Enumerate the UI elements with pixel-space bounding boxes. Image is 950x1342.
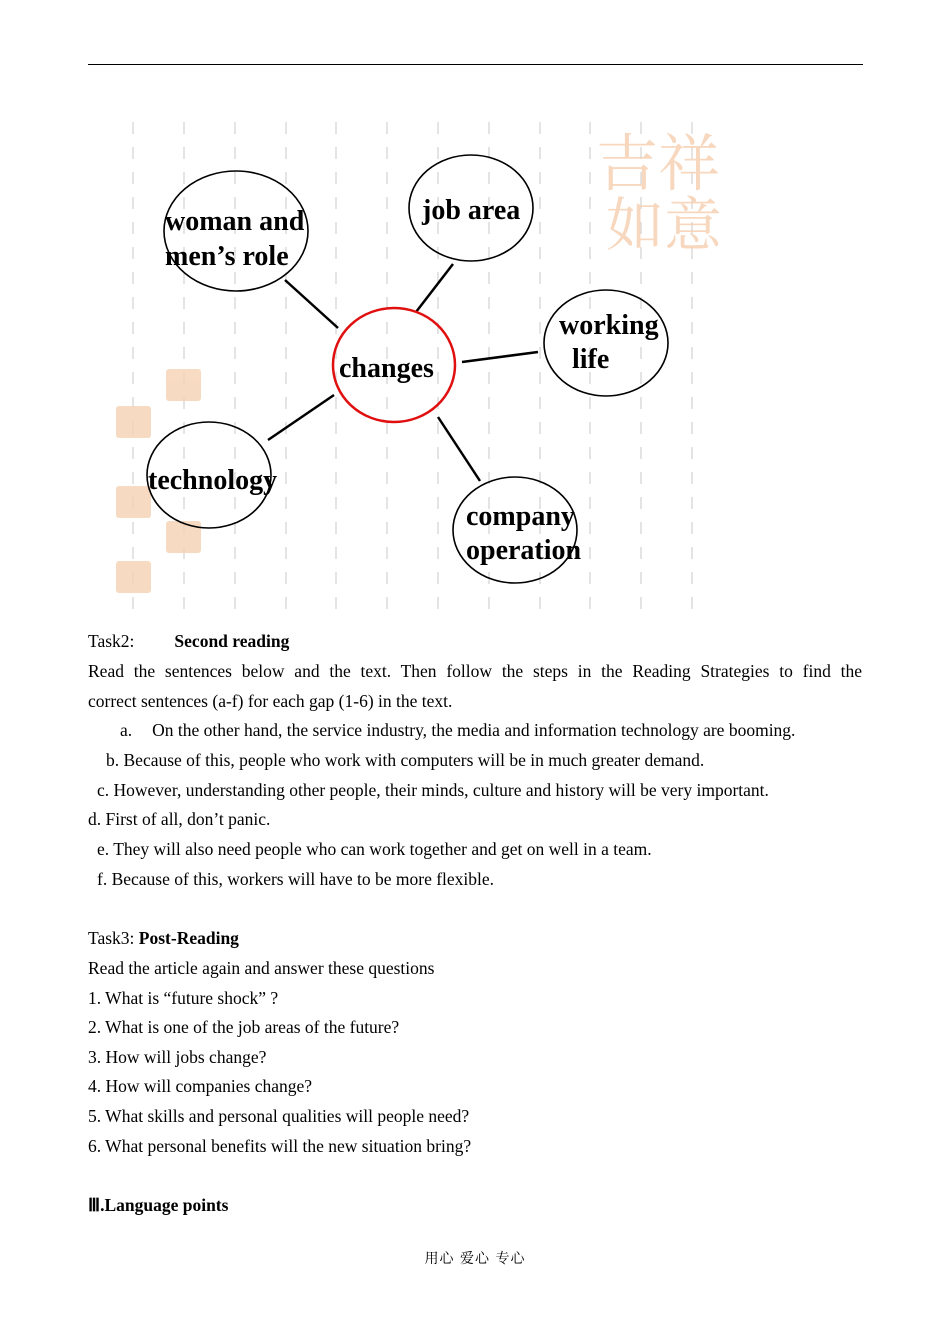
- task2-instruction-2: correct sentences (a-f) for each gap (1-6) in the text.: [88, 691, 453, 711]
- sentence-a-text: On the other hand, the service industry, the media and information technology are booming.: [152, 720, 796, 740]
- node-woman-line1: woman and: [165, 206, 305, 237]
- sentence-d: d. First of all, don’t panic.: [88, 809, 271, 829]
- task2-instruction-1: Read the sentences below and the text. Then follow the steps in the Reading Strategies to find the: [88, 661, 862, 681]
- node-technology: technology: [148, 465, 278, 496]
- question-6: 6. What personal benefits will the new situation bring?: [88, 1136, 472, 1156]
- task3-heading: [88, 928, 239, 948]
- connector-technology: [268, 395, 334, 440]
- node-changes: changes: [339, 353, 434, 384]
- sentence-c: c. However, understanding other people, their minds, culture and history will be very important.: [97, 780, 769, 800]
- sentence-a: [120, 720, 795, 740]
- question-5: 5. What skills and personal qualities will people need?: [88, 1106, 470, 1126]
- node-job-area: job area: [422, 195, 521, 226]
- node-company-line2: operation: [466, 535, 582, 566]
- sentence-e: e. They will also need people who can work together and get on well in a team.: [97, 839, 652, 859]
- svg-text:如意: 如意: [606, 191, 723, 259]
- node-working-line1: working: [559, 310, 659, 341]
- page-footer: 用心 爱心 专心: [424, 1251, 526, 1267]
- section-title: Ⅲ.Language points: [88, 1195, 229, 1215]
- mind-map-diagram: [0, 0, 950, 620]
- question-1: 1. What is “future shock” ?: [88, 988, 279, 1008]
- sentence-a-letter: a.: [120, 720, 133, 740]
- question-2: 2. What is one of the job areas of the future?: [88, 1017, 400, 1037]
- connector-working-life: [462, 352, 538, 362]
- svg-text:吉祥: 吉祥: [596, 127, 721, 200]
- connector-woman: [285, 280, 338, 328]
- task3-label: Task3:: [88, 928, 139, 948]
- task3-instruction: Read the article again and answer these questions: [88, 958, 435, 978]
- node-working-life-circle: [544, 290, 668, 396]
- sentence-b: b. Because of this, people who work with computers will be in much greater demand.: [106, 750, 705, 770]
- node-company-line1: company: [466, 501, 575, 532]
- node-woman-line2: men’s role: [165, 241, 289, 272]
- watermark-large: [596, 127, 722, 259]
- connector-job-area: [416, 264, 453, 312]
- connector-company: [438, 417, 480, 481]
- sentence-f: f. Because of this, workers will have to be more flexible.: [97, 869, 495, 889]
- section-language-points: [88, 1195, 228, 1215]
- task2-heading: [88, 631, 289, 651]
- task2-title: Second reading: [174, 631, 290, 651]
- question-4: 4. How will companies change?: [88, 1076, 313, 1096]
- task2-label: Task2:: [88, 631, 135, 651]
- task3-title: Post-Reading: [138, 928, 239, 948]
- node-working-line2: life: [572, 344, 610, 375]
- question-3: 3. How will jobs change?: [88, 1047, 267, 1067]
